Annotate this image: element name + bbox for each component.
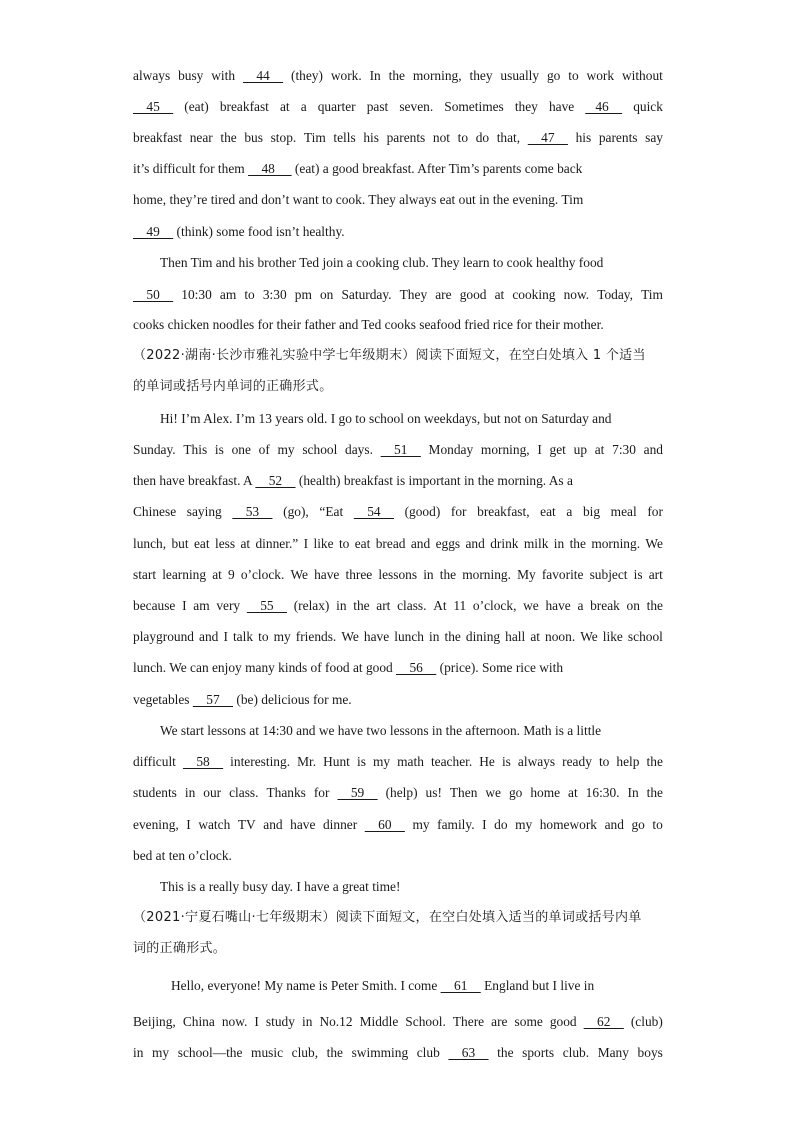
text-line-24: students in our class. Thanks for 59 (help) us! Then we go home at 16:30. In the	[133, 785, 663, 800]
blank-44: 44	[242, 68, 284, 83]
text-line-9: cooks chicken noodles for their father and Ted cooks seafood fried rice for their mother.	[133, 317, 604, 332]
blank-57: 57	[192, 692, 234, 707]
blank-47: 47	[527, 130, 568, 145]
text-line-3: breakfast near the bus stop. Tim tells his parents not to do that, 47 his parents say	[133, 130, 663, 145]
text-line-26: bed at ten o’clock.	[133, 848, 232, 863]
text-line-7: Then Tim and his brother Ted join a cooking club. They learn to cook healthy food	[160, 255, 604, 270]
text-line-6: 49 (think) some food isn’t healthy.	[133, 224, 345, 239]
text-line-12: Hi! I’m Alex. I’m 13 years old. I go to school on weekdays, but not on Saturday and	[160, 411, 612, 426]
blank-52: 52	[255, 473, 296, 488]
blank-60: 60	[364, 817, 405, 832]
text-line-2: 45 (eat) breakfast at a quarter past seven. Sometimes they have 46 quick	[133, 99, 663, 114]
blank-58: 58	[182, 754, 224, 769]
text-line-30: Hello, everyone! My name is Peter Smith. I come 61 England but I live in	[171, 978, 595, 993]
section-heading-2021: （2021·宁夏石嘴山·七年级期末）阅读下面短文，在空白处填入适当的单词或括号内单	[133, 910, 642, 925]
blank-54: 54	[353, 504, 394, 519]
text-line-23: difficult 58 interesting. Mr. Hunt is my math teacher. He is always ready to help the	[133, 754, 663, 769]
text-line-25: evening, I watch TV and have dinner 60 my family. I do my homework and go to	[133, 817, 663, 832]
section-heading-2022-cont: 的单词或括号内单词的正确形式。	[133, 379, 333, 394]
text-line-14: then have breakfast. A 52 (health) breakfast is important in the morning. As a	[133, 473, 573, 488]
text-line-1: always busy with 44 (they) work. In the morning, they usually go to work without	[133, 68, 663, 83]
text-line-4: it’s difficult for them 48 (eat) a good breakfast. After Tim’s parents come back	[133, 161, 583, 176]
text-line-31: Beijing, China now. I study in No.12 Middle School. There are some good 62 (club)	[133, 1014, 663, 1029]
text-line-17: start learning at 9 o’clock. We have three lessons in the morning. My favorite subject is art	[133, 567, 663, 582]
blank-46: 46	[585, 99, 623, 114]
blank-53: 53	[232, 504, 273, 519]
section-heading-2022: （2022·湖南·长沙市雅礼实验中学七年级期末）阅读下面短文，在空白处填入 1 个适当	[133, 348, 646, 363]
blank-55: 55	[246, 598, 287, 613]
blank-62: 62	[583, 1014, 624, 1029]
blank-50: 50	[133, 287, 174, 302]
blank-59: 59	[337, 785, 378, 800]
blank-48: 48	[248, 161, 292, 176]
section-heading-2021-cont: 词的正确形式。	[133, 941, 227, 956]
blank-56: 56	[396, 660, 437, 675]
text-line-19: playground and I talk to my friends. We have lunch in the dining hall at noon. We like school	[133, 629, 663, 644]
text-line-22: We start lessons at 14:30 and we have two lessons in the afternoon. Math is a little	[160, 723, 602, 738]
text-line-15: Chinese saying 53 (go), “Eat 54 (good) for breakfast, eat a big meal for	[133, 504, 663, 519]
text-line-13: Sunday. This is one of my school days. 51 Monday morning, I get up at 7:30 and	[133, 442, 663, 457]
text-line-18: because I am very 55 (relax) in the art class. At 11 o’clock, we have a break on the	[133, 598, 663, 613]
blank-51: 51	[380, 442, 421, 457]
blank-45: 45	[133, 99, 174, 114]
blank-49: 49	[133, 224, 174, 239]
blank-61: 61	[440, 978, 481, 993]
text-line-16: lunch, but eat less at dinner.” I like to eat bread and eggs and drink milk in the morning. We	[133, 536, 663, 551]
text-line-5: home, they’re tired and don’t want to cook. They always eat out in the evening. Tim	[133, 192, 584, 207]
text-line-27: This is a really busy day. I have a great time!	[160, 879, 401, 894]
text-line-32: in my school—the music club, the swimming club 63 the sports club. Many boys	[133, 1045, 663, 1060]
blank-63: 63	[448, 1045, 489, 1060]
text-line-20: lunch. We can enjoy many kinds of food at good 56 (price). Some rice with	[133, 660, 564, 675]
text-line-21: vegetables 57 (be) delicious for me.	[133, 692, 352, 707]
text-line-8: 50 10:30 am to 3:30 pm on Saturday. They are good at cooking now. Today, Tim	[133, 287, 663, 302]
